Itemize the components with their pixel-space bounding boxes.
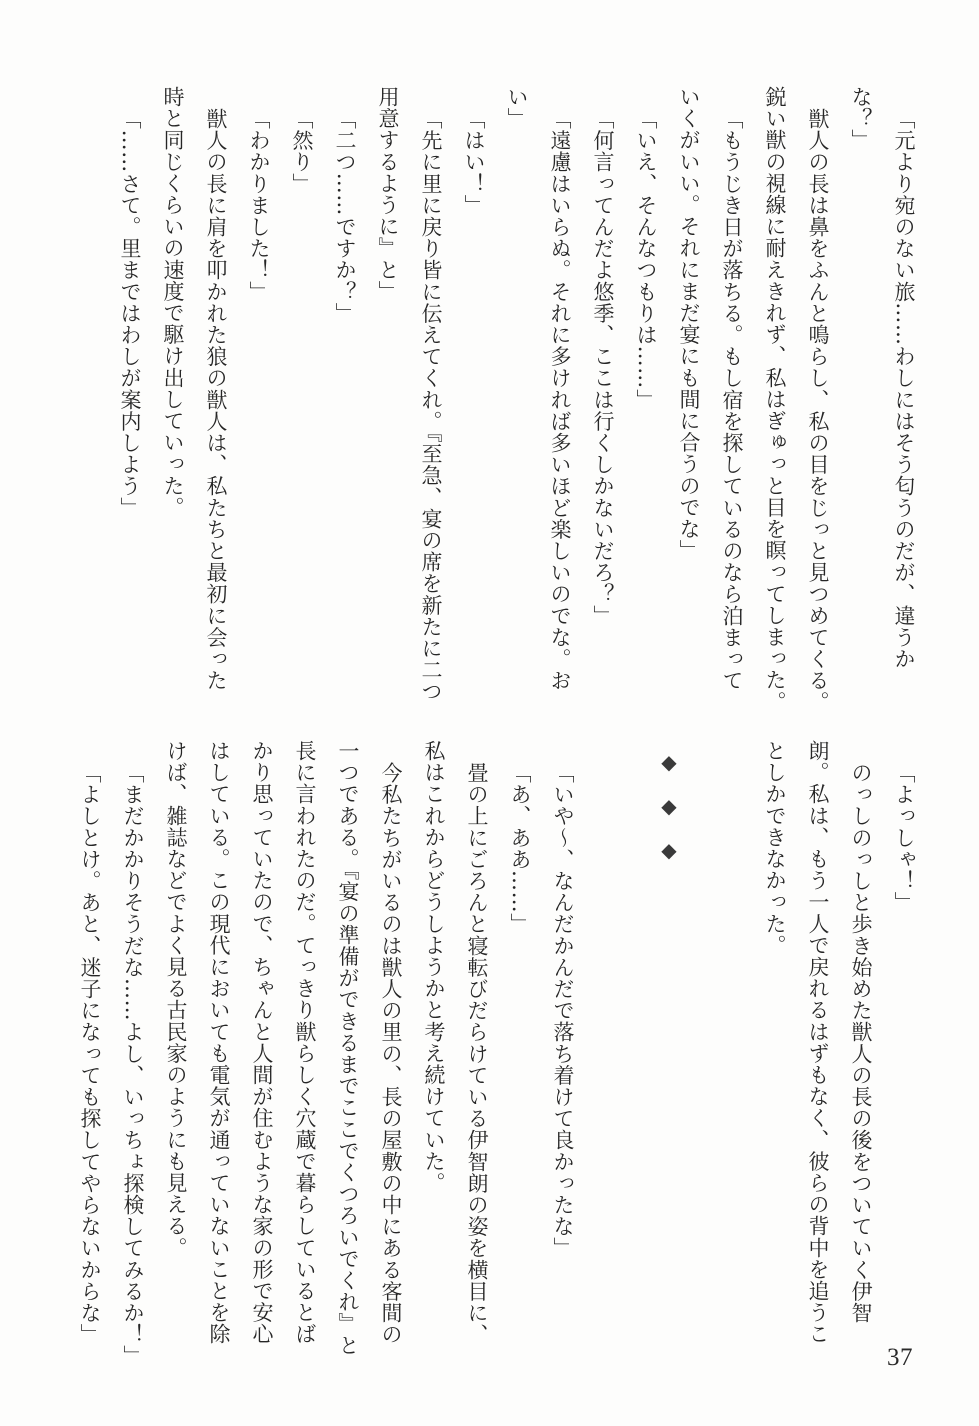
text-line: 「わかりました！」 [247,107,271,302]
text-line: はしている。この現代においても電気が通っていないことを除 [207,740,231,1345]
text-line: 「何言ってんだよ悠季、ここは行くしかないだろ？」 [591,107,615,626]
text-line: 「まだかかりそうだな……よし、いっちょ探検してみるか！」 [121,761,145,1367]
text-line: のっしのっしと歩き始めた獣人の長の後をついていく伊智 [849,761,873,1324]
text-line: 「二つ……ですか？」 [333,107,357,324]
text-line: 鋭い獣の視線に耐えきれず、私はぎゅっと目を瞑ってしまった。 [763,86,787,713]
text-line: 私はこれからどうしようかと考え続けていた。 [422,740,446,1194]
text-line: としかできなかった。 [763,740,787,956]
text-line: 朗。私は、もう一人で戻れるはずもなく、彼らの背中を追うこ [806,740,830,1345]
text-block-top [85,86,925,713]
text-line: 「はい！」 [462,107,486,216]
text-line: 「あ、ああ……」 [508,761,532,935]
text-line: 「いえ、そんなつもりは……」 [634,107,658,410]
text-line: 「先に里に戻り皆に伝えてくれ。『至急、宴の席を新たに二つ [419,107,443,702]
text-line: 「元より宛のない旅……わしにはそう匂うのだが、違うか [892,107,916,670]
text-line: いくがいい。それにまだ宴にも間に合うのでな」 [677,86,701,562]
text-line: 獣人の長に肩を叩かれた狼の獣人は、私たちと最初に会った [204,107,228,691]
text-line: 「よっしゃ！」 [892,761,916,913]
text-line: 「……さて。里まではわしが案内しよう」 [118,107,142,518]
page-number: 37 [887,1344,913,1371]
text-line: な？」 [849,86,873,151]
text-line: 「遠慮はいらぬ。それに多ければ多いほど楽しいのでな。お [548,107,572,691]
text-line: 時と同じくらいの速度で駆け出していった。 [161,86,185,518]
text-line: 獣人の長は鼻をふんと鳴らし、私の目をじっと見つめてくる。 [806,107,830,713]
text-line: 今私たちがいるのは獣人の里の、長の屋敷の中にある客間の [379,761,403,1345]
scene-break-diamonds-icon: ◆◆◆ [657,750,681,882]
text-line: けば、雑誌などでよく見る古民家のようにも見える。 [164,740,188,1259]
text-line: 「もうじき日が落ちる。もし宿を探しているのなら泊まって [720,107,744,691]
text-line: 「いや～、なんだかんだで落ち着けて良かったな」 [551,761,575,1259]
text-line: 用意するように』と」 [376,86,400,302]
text-line: 長に言われたのだ。てっきり獣らしく穴蔵で暮らしているとば [293,740,317,1345]
text-line: 一つである。『宴の準備ができるまでここでくつろいでくれ』と [336,740,360,1356]
text-line: 「然り」 [290,107,314,194]
text-line: かり思っていたので、ちゃんと人間が住むような家の形で安心 [250,740,274,1345]
text-line: 畳の上にごろんと寝転びだらけている伊智朗の姿を横目に、 [465,761,489,1345]
text-line: い」 [505,86,529,130]
text-line: 「よしとけ。あと、迷子になっても探してやらないからな」 [78,761,102,1345]
